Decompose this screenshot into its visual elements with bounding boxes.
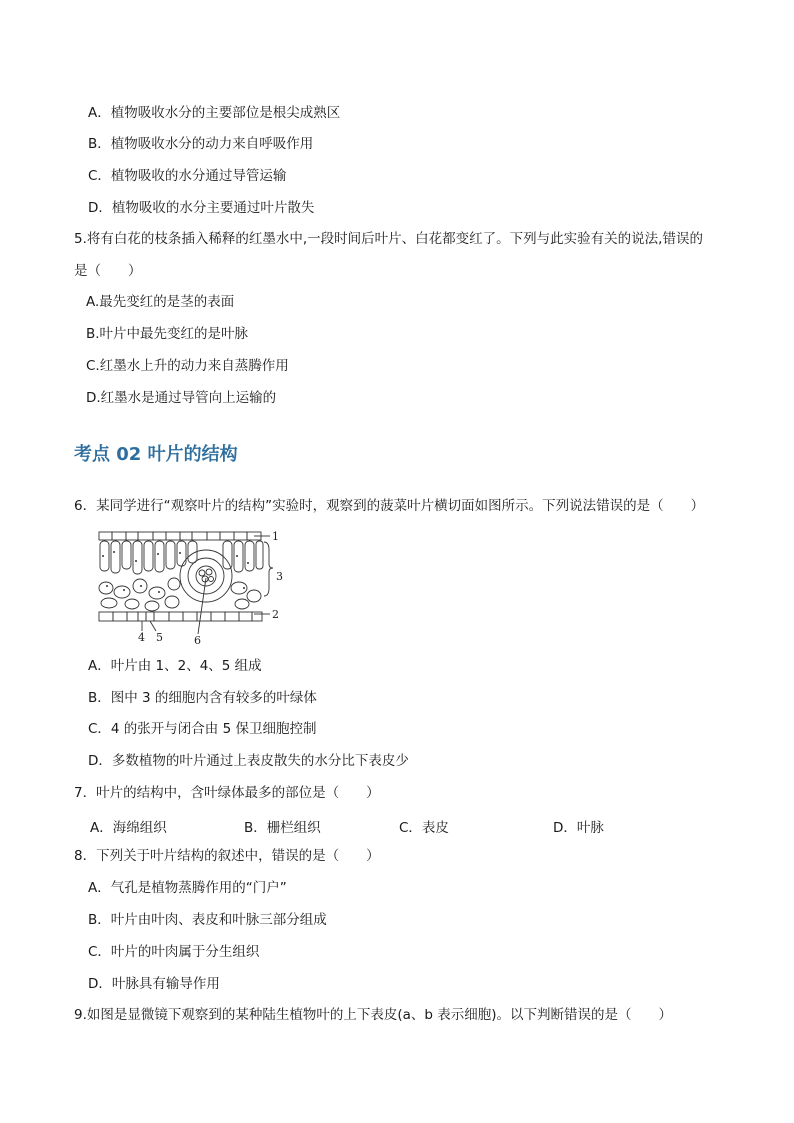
figure-label-2: 2 xyxy=(272,608,279,621)
q5-option-d: D.红墨水是通过导管向上运输的 xyxy=(86,390,277,406)
q6-option-d: D．多数植物的叶片通过上表皮散失的水分比下表皮少 xyxy=(88,753,409,769)
lower-epidermis xyxy=(99,612,262,621)
figure-label-1: 1 xyxy=(272,530,279,543)
q6-option-b: B．图中 3 的细胞内含有较多的叶绿体 xyxy=(88,690,317,706)
q4-option-d: D．植物吸收的水分主要通过叶片散失 xyxy=(88,200,315,216)
q5-option-b: B.叶片中最先变红的是叶脉 xyxy=(86,326,249,342)
spongy-tissue xyxy=(99,578,261,611)
q4-option-a: A．植物吸收水分的主要部位是根尖成熟区 xyxy=(88,105,341,121)
q8-option-c: C．叶片的叶肉属于分生组织 xyxy=(88,944,260,960)
q5-option-c: C.红墨水上升的动力来自蒸腾作用 xyxy=(86,358,289,374)
q4-option-c: C．植物吸收的水分通过导管运输 xyxy=(88,168,287,184)
q5-stem-line1: 5.将有白花的枝条插入稀释的红墨水中,一段时间后叶片、白花都变红了。下列与此实验有关的说法,错误的 xyxy=(74,231,703,247)
q4-option-b: B．植物吸收水分的动力来自呼吸作用 xyxy=(88,136,314,152)
q7-stem: 7．叶片的结构中，含叶绿体最多的部位是（ ） xyxy=(74,785,380,801)
q6-option-a: A．叶片由 1、2、4、5 组成 xyxy=(88,658,262,674)
q6-option-c: C．4 的张开与闭合由 5 保卫细胞控制 xyxy=(88,721,317,737)
upper-epidermis xyxy=(99,532,261,540)
figure-label-5: 5 xyxy=(156,631,163,644)
q7-option-d: D．叶脉 xyxy=(553,820,604,836)
q7-option-b: B．栅栏组织 xyxy=(244,820,321,836)
q9-stem: 9.如图是显微镜下观察到的某种陆生植物叶的上下表皮(a、b 表示细胞)。以下判断错误的是（ ） xyxy=(74,1007,673,1023)
q6-stem: 6．某同学进行“观察叶片的结构”实验时，观察到的菠菜叶片横切面如图所示。下列说法错误的是（ ） xyxy=(74,498,705,514)
q8-option-d: D．叶脉具有输导作用 xyxy=(88,976,220,992)
figure-label-6: 6 xyxy=(194,634,201,646)
q7-options xyxy=(90,816,650,834)
q7-option-a: A．海绵组织 xyxy=(90,820,167,836)
figure-label-3: 3 xyxy=(276,570,283,583)
q7-option-c: C．表皮 xyxy=(399,820,449,836)
q8-option-b: B．叶片由叶肉、表皮和叶脉三部分组成 xyxy=(88,912,327,928)
leaf-cross-section-figure xyxy=(94,526,294,646)
q8-option-a: A．气孔是植物蒸腾作用的“门户” xyxy=(88,880,287,896)
q8-stem: 8．下列关于叶片结构的叙述中，错误的是（ ） xyxy=(74,848,380,864)
palisade-tissue xyxy=(100,541,263,574)
q5-stem-line2: 是（ ） xyxy=(74,263,142,279)
figure-label-4: 4 xyxy=(138,631,145,644)
q5-option-a: A.最先变红的是茎的表面 xyxy=(86,294,235,310)
leaf-vein xyxy=(180,550,232,602)
section-heading: 考点 02 叶片的结构 xyxy=(74,444,238,465)
